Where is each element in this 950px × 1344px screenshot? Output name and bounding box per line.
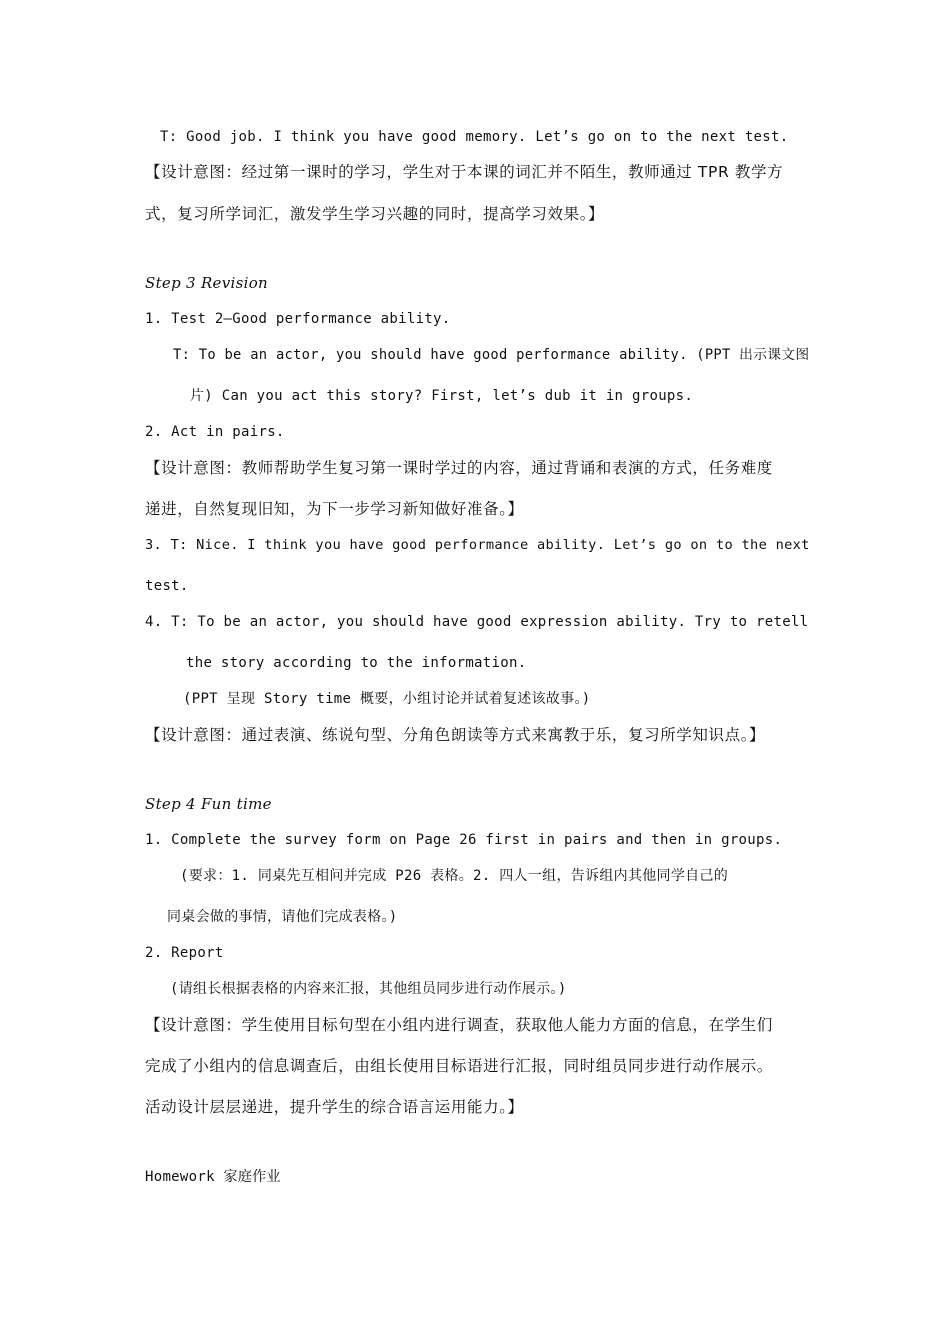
item-4-line2: the story according to the information. (186, 655, 527, 671)
item-1-test2: 1. Test 2—Good performance ability. (145, 311, 451, 327)
design-intent-4-line2: 完成了小组内的信息调查后，由组长使用目标语进行汇报，同时组员同步进行动作展示。 (145, 1057, 773, 1075)
design-intent-4-line3: 活动设计层层递进，提升学生的综合语言运用能力。】 (145, 1098, 524, 1116)
fun-item-1: 1. Complete the survey form on Page 26 first in pairs and then in groups. (145, 832, 783, 848)
step-3-heading: Step 3 Revision (145, 274, 268, 292)
teacher-actor-line2: 片) Can you act this story? First, let’s dub it in groups. (190, 388, 694, 404)
homework-heading: Homework 家庭作业 (145, 1169, 281, 1185)
fun-item-2-report: 2. Report (145, 945, 224, 961)
item-4-line1: 4. T: To be an actor, you should have good expression ability. Try to retell (145, 614, 809, 630)
design-intent-3: 【设计意图：通过表演、练说句型、分角色朗读等方式来寓教于乐，复习所学知识点。】 (145, 726, 766, 744)
requirement-line1: (要求：1. 同桌先互相问并完成 P26 表格。2. 四人一组，告诉组内其他同学自己的 (180, 868, 729, 884)
design-intent-2-line2: 递进，自然复现旧知，为下一步学习新知做好准备。】 (145, 500, 524, 518)
design-intent-2-line1: 【设计意图：教师帮助学生复习第一课时学过的内容，通过背诵和表演的方式，任务难度 (145, 459, 773, 477)
ppt-story-note: (PPT 呈现 Story time 概要，小组讨论并试着复述该故事。) (183, 691, 591, 707)
step-4-heading: Step 4 Fun time (145, 795, 272, 813)
item-2-act-in-pairs: 2. Act in pairs. (145, 424, 285, 440)
report-note: (请组长根据表格的内容来汇报，其他组员同步进行动作展示。) (170, 981, 567, 997)
design-intent-1-line2: 式，复习所学词汇，激发学生学习兴趣的同时，提高学习效果。】 (145, 205, 605, 223)
teacher-actor-line1: T: To be an actor, you should have good performance ability. (PPT 出示课文图 (173, 347, 810, 363)
design-intent-1-line1: 【设计意图：经过第一课时的学习，学生对于本课的词汇并不陌生，教师通过 TPR 教学方 (145, 163, 784, 181)
item-3-nice: 3. T: Nice. I think you have good performance ability. Let’s go on to the next (145, 537, 810, 553)
item-3-continuation: test. (145, 578, 189, 594)
teacher-line-good-job: T: Good job. I think you have good memory. Let’s go on to the next test. (160, 129, 789, 145)
design-intent-4-line1: 【设计意图：学生使用目标句型在小组内进行调查，获取他人能力方面的信息，在学生们 (145, 1016, 773, 1034)
requirement-line2: 同桌会做的事情，请他们完成表格。) (167, 909, 398, 925)
